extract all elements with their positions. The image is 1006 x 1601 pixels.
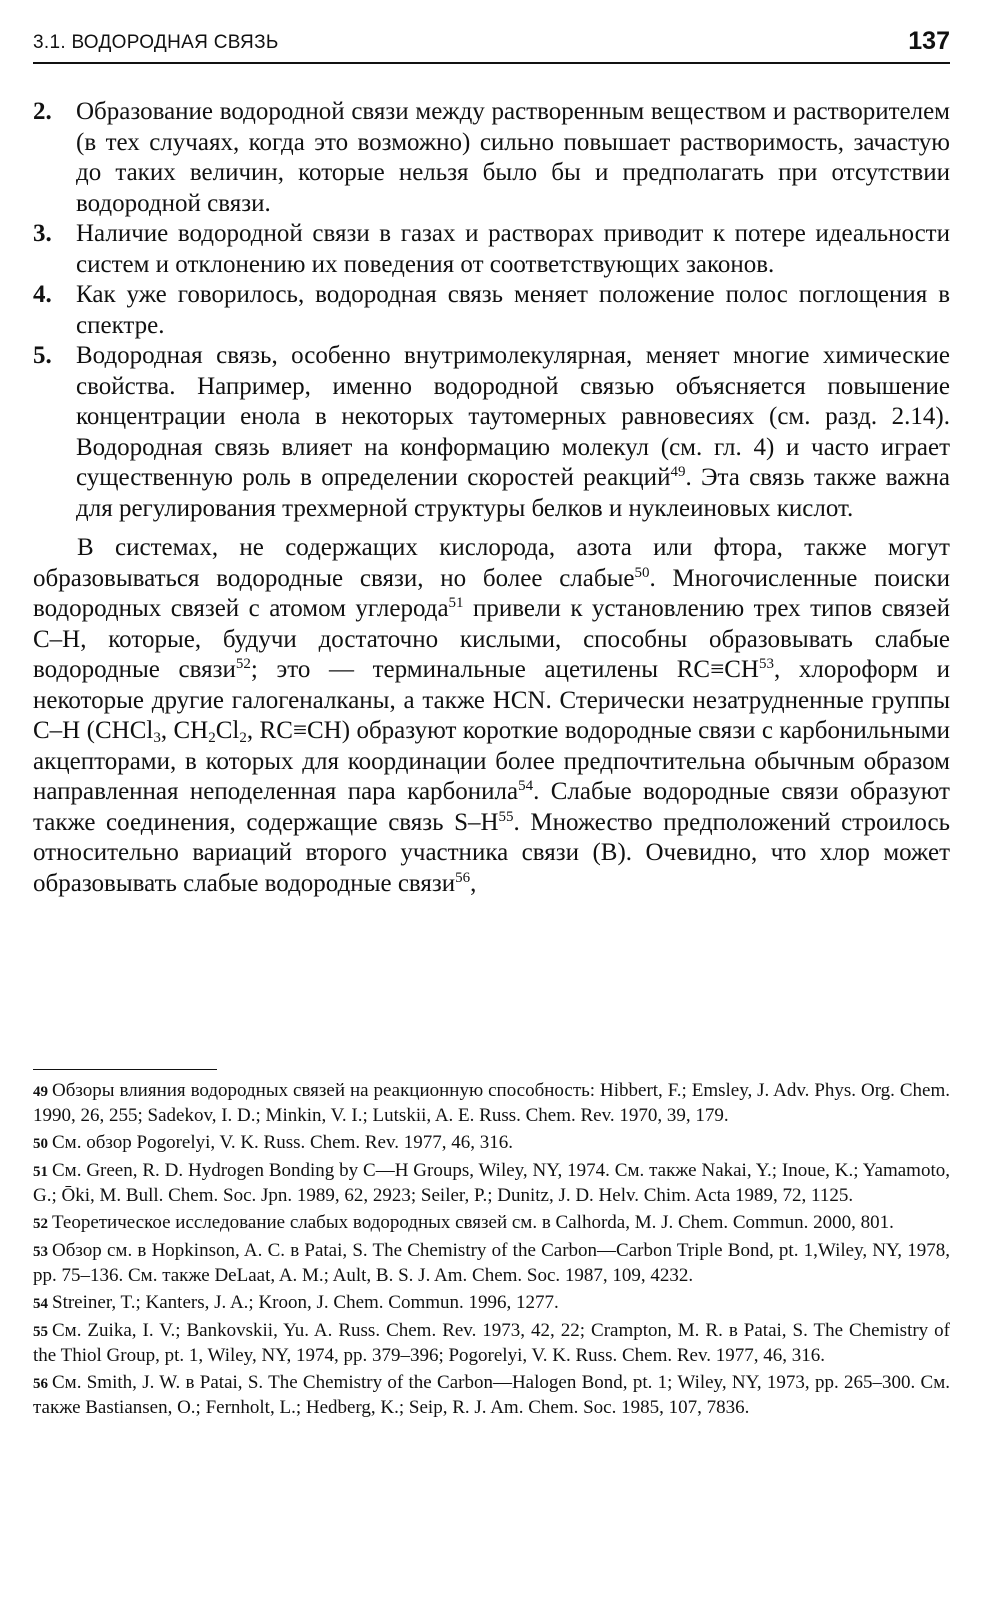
text-run: , RC≡CH) образуют короткие водородные связи с карбонильными акцепторами, в которых для координации более предпочтительна обычным образом направленная неподеленная пара карбонила	[33, 717, 951, 805]
footnote-ref: 50	[634, 564, 650, 581]
text-run: привели к установлению трех типов связей C–H, которые, будучи достаточно кислыми, способны образовывать слабые водородные связи	[33, 595, 950, 683]
list-item	[33, 219, 950, 280]
list-item	[33, 341, 950, 524]
footnote-text: См. Green, R. D. Hydrogen Bonding by C—H Groups, Wiley, NY, 1974. См. также Nakai, Y.; Inoue, K.; Yamamoto, G.; Ōki, M. Bull. Chem. Soc. Jpn. 1989, 62, 2923; Seiler, P.; Dunitz, J. D. Helv. Chim. Acta 1989, 72, 1125.	[33, 1160, 950, 1206]
footnote-text: Обзоры влияния водородных связей на реакционную способность: Hibbert, F.; Emsley, J. Adv. Phys. Org. Chem. 1990, 26, 255; Sadekov, I. D.; Minkin, V. I.; Lutskii, A. E. Russ. Chem. Rev. 1970, 39, 179.	[33, 1080, 950, 1126]
text-run: ,	[470, 869, 477, 897]
list-item-text: Как уже говорилось, водородная связь меняет положение полос поглощения в спектре.	[76, 281, 950, 339]
list-item	[33, 280, 950, 341]
text-run: , CH	[160, 717, 209, 744]
footnote	[33, 1131, 950, 1156]
text-run: В системах, не содержащих кислорода, азота или фтора, также могут образовываться водородные связи, но более слабые	[33, 534, 950, 592]
main-text	[33, 97, 950, 899]
footnote-text: См. Zuika, I. V.; Bankovskii, Yu. A. Russ. Chem. Rev. 1973, 42, 22; Crampton, M. R. в Patai, S. The Chemistry of the Thiol Group, pt. 1, Wiley, NY, 1974, pp. 379–396; Pogorelyi, V. K. Russ. Chem. Rev. 1977, 46, 316.	[33, 1320, 950, 1366]
list-item-text: Наличие водородной связи в газах и растворах приводит к потере идеальности систем и отклонению их поведения от соответствующих законов.	[76, 220, 950, 278]
subscript: 2	[239, 730, 247, 746]
footnote-text: См. обзор Pogorelyi, V. K. Russ. Chem. Rev. 1977, 46, 316.	[52, 1132, 514, 1153]
subscript: 2	[208, 730, 216, 746]
footnote	[33, 1159, 950, 1208]
running-header	[33, 26, 950, 64]
footnote-ref: 56	[455, 869, 471, 886]
footnote-ref: 54	[518, 778, 534, 794]
list-item-number: 5.	[33, 342, 52, 369]
footnote	[33, 1371, 950, 1420]
list-item-text: Водородная связь, особенно внутримолекулярная, меняет многие химические свойства. Например, именно водородной связью объясняется повышение концентрации енола в некоторых таутомерных равновесиях (см. разд. 2.14). Водородная связь влияет на конформацию молекул (см. гл. 4) и часто играет существенную роль в определении скоростей реакций	[76, 342, 950, 491]
footnote-number: 51	[33, 1164, 48, 1180]
text-run: ; это — терминальные ацетилены RC≡CH	[250, 656, 759, 683]
footnote	[33, 1319, 950, 1368]
text-run: . Множество предположений строилось относительно вариаций второго участника связи (B). Очевидно, что хлор может образовывать слабые водородные связи	[33, 808, 950, 897]
page-number: 137	[908, 27, 950, 55]
text-run: Cl	[215, 717, 240, 744]
footnote-number: 52	[33, 1216, 48, 1232]
list-item-number: 3.	[33, 220, 52, 247]
list-item-number: 2.	[33, 98, 52, 125]
footnote-number: 55	[33, 1324, 48, 1340]
footnote-number: 49	[33, 1084, 48, 1100]
footnote-ref: 52	[235, 656, 251, 672]
list-item-text: . Эта связь также важна для регулирования трехмерной структуры белков и нуклеиновых кислот.	[76, 464, 950, 522]
footnote-ref: 55	[498, 808, 514, 825]
footnote-number: 50	[33, 1136, 48, 1152]
body-paragraph	[33, 533, 950, 899]
footnote-text: Обзор см. в Hopkinson, A. C. в Patai, S. The Chemistry of the Carbon—Carbon Triple Bond, pt. 1,Wiley, NY, 1978, pp. 75–136. См. также DeLaat, A. M.; Ault, B. S. J. Am. Chem. Soc. 1987, 109, 4232.	[33, 1240, 950, 1286]
footnote	[33, 1079, 950, 1128]
text-run: . Слабые водородные связи образуют также соединения, содержащие связь S–H	[33, 778, 950, 836]
list-item-number: 4.	[33, 281, 52, 308]
text-run: . Многочисленные поиски водородных связей с атомом углерода	[33, 564, 950, 622]
footnote-ref: 51	[448, 595, 464, 611]
text-run: , хлороформ и некоторые другие галогеналканы, а также HCN. Стерически незатрудненные группы C–H (CHCl	[33, 656, 950, 744]
subscript: 3	[153, 730, 161, 746]
footnotes	[33, 1079, 950, 1423]
footnote-number: 54	[33, 1296, 48, 1312]
footnote-divider	[33, 1069, 217, 1070]
footnote-ref: 53	[758, 656, 774, 672]
list-item-text: Образование водородной связи между растворенным веществом и растворителем (в тех случаях, когда это возможно) сильно повышает растворимость, зачастую до таких величин, которые нельзя было бы и предполагать при отсутствии водородной связи.	[76, 98, 950, 217]
footnote-text: Теоретическое исследование слабых водородных связей см. в Calhorda, M. J. Chem. Commun. 2000, 801.	[52, 1212, 894, 1233]
footnote	[33, 1211, 950, 1236]
footnote-ref: 49	[670, 464, 686, 480]
footnote-text: См. Smith, J. W. в Patai, S. The Chemistry of the Carbon—Halogen Bond, pt. 1; Wiley, NY, 1973, pp. 265–300. См. также Bastiansen, O.; Fernholt, L.; Hedberg, K.; Seip, R. J. Am. Chem. Soc. 1985, 107, 7836.	[33, 1372, 950, 1418]
section-title: 3.1. ВОДОРОДНАЯ СВЯЗЬ	[33, 32, 279, 53]
footnote	[33, 1239, 950, 1288]
footnote-text: Streiner, T.; Kanters, J. A.; Kroon, J. Chem. Commun. 1996, 1277.	[52, 1292, 559, 1313]
footnote	[33, 1291, 950, 1316]
footnote-number: 56	[33, 1376, 48, 1392]
footnote-number: 53	[33, 1244, 48, 1260]
list-item	[33, 97, 950, 219]
